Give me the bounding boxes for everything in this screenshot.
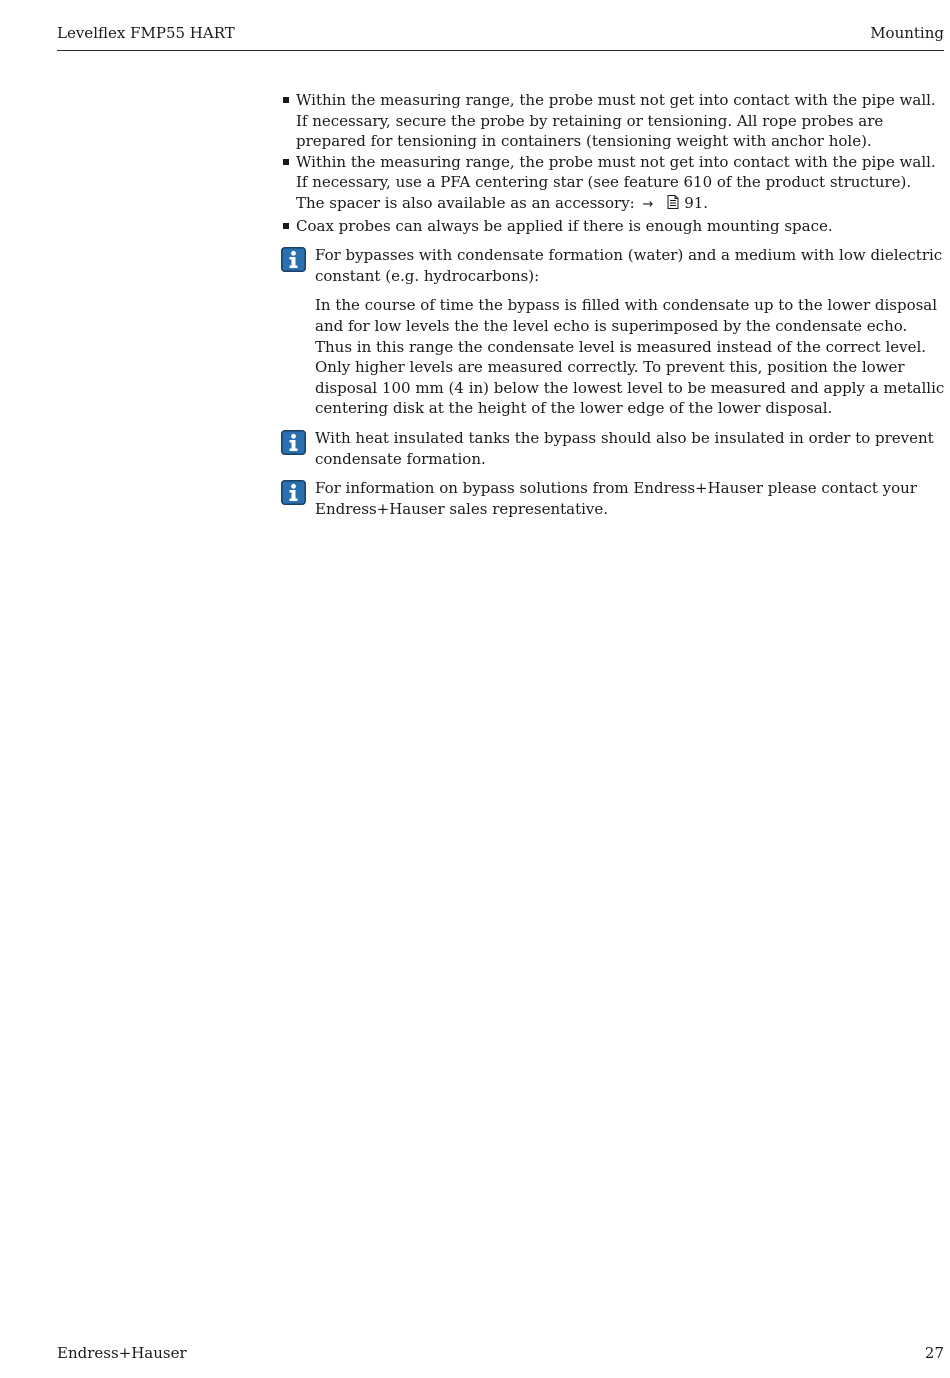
- spacer-note-text: The spacer is also available as an accessory:: [296, 193, 635, 212]
- bullet-list: [281, 90, 945, 236]
- note-body-text: In the course of time the bypass is filled with condensate up to the lower disposal and for low levels the the level echo is superimposed by the condensate echo. Thus in this range the condensate level is measured instead of the correct level. Only higher levels are measured correctly. To prevent this, position the lower disposal 100 mm (4 in) below the lowest level to be measured and apply a metallic centering disk at the height of the lower edge of the lower disposal.: [315, 296, 945, 418]
- info-note: [281, 245, 945, 419]
- page-content: [281, 90, 945, 519]
- list-item: [281, 152, 945, 216]
- list-item: [281, 216, 945, 237]
- info-icon: [281, 430, 306, 455]
- document-title: Levelflex FMP55 HART: [57, 24, 235, 42]
- note-lead-text: With heat insulated tanks the bypass should also be insulated in order to prevent condensate formation.: [315, 428, 934, 468]
- info-icon: [281, 247, 306, 272]
- info-note: [281, 428, 945, 469]
- list-item-text: Within the measuring range, the probe must not get into contact with the pipe wall. If necessary, use a PFA centering star (see feature 610 of the product structure).: [296, 152, 936, 192]
- list-item: [281, 90, 945, 152]
- info-icon: [281, 480, 306, 505]
- page-number: 27: [924, 1344, 944, 1362]
- list-item-text: Coax probes can always be applied if there is enough mounting space.: [296, 216, 833, 235]
- company-name: Endress+Hauser: [57, 1344, 187, 1362]
- page-icon: [667, 194, 679, 215]
- bullet-marker: [283, 159, 289, 165]
- note-lead-text: For information on bypass solutions from Endress+Hauser please contact your Endress+Hauser sales representative.: [315, 479, 917, 518]
- section-title: Mounting: [870, 24, 944, 42]
- page-reference[interactable]: [640, 194, 709, 212]
- page-footer: [57, 1343, 944, 1363]
- note-lead-text: For bypasses with condensate formation (water) and a medium with low dielectric constant (e.g. hydrocarbons):: [315, 246, 943, 285]
- page-header: [57, 22, 944, 51]
- arrow-icon: →: [642, 196, 654, 212]
- bullet-marker: [283, 223, 289, 229]
- bullet-marker: [283, 97, 289, 103]
- list-item-text: Within the measuring range, the probe must not get into contact with the pipe wall. If necessary, secure the probe by retaining or tensioning. All rope probes are prepared for tensioning in containers (tensioning weight with anchor hole).: [296, 91, 936, 151]
- info-note: [281, 478, 945, 519]
- page-ref-number: 91.: [684, 193, 709, 212]
